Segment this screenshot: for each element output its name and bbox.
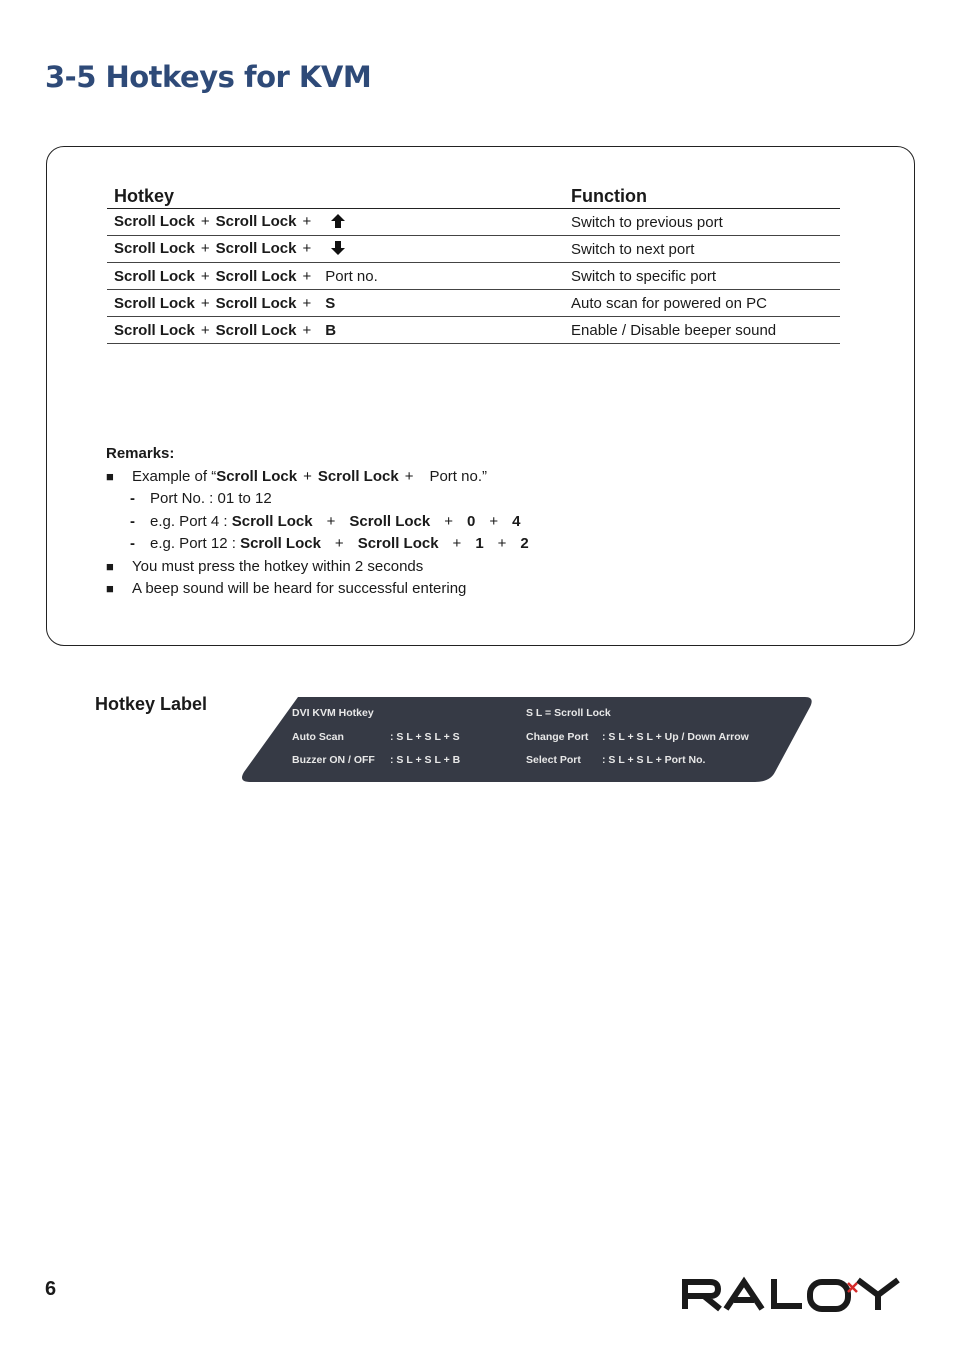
function-cell: Auto scan for powered on PC bbox=[564, 290, 840, 317]
label-right-title: S L = Scroll Lock bbox=[526, 707, 611, 719]
plus-sign: + bbox=[302, 294, 312, 312]
note-text: You must press the hotkey within 2 seconds bbox=[132, 557, 424, 575]
port-range-text: Port No. : 01 to 12 bbox=[150, 490, 272, 507]
remark-example bbox=[106, 466, 529, 489]
key-scroll-lock: Scroll Lock bbox=[349, 512, 431, 530]
hotkey-argument: S bbox=[325, 294, 336, 312]
key-scroll-lock: Scroll Lock bbox=[114, 294, 195, 312]
plus-sign: + bbox=[200, 321, 210, 339]
label-select-port-value: : S L + S L + Port No. bbox=[602, 754, 706, 766]
label-left-title: DVI KVM Hotkey bbox=[292, 707, 374, 719]
remark-example-port12 bbox=[106, 533, 529, 556]
key-scroll-lock: Scroll Lock bbox=[216, 467, 298, 485]
table-row bbox=[107, 209, 840, 236]
plus-sign: + bbox=[452, 535, 462, 552]
function-cell: Enable / Disable beeper sound bbox=[564, 317, 840, 344]
example-suffix: Port no.” bbox=[429, 467, 487, 485]
label-change-port-name: Change Port bbox=[526, 731, 589, 743]
hotkey-argument: Port no. bbox=[325, 267, 378, 285]
plus-sign: + bbox=[200, 212, 210, 230]
square-bullet-icon: ■ bbox=[106, 558, 114, 574]
plus-sign: + bbox=[326, 512, 336, 530]
digit-key: 4 bbox=[512, 512, 521, 530]
label-buzzer-value: : S L + S L + B bbox=[390, 754, 461, 766]
key-scroll-lock: Scroll Lock bbox=[357, 535, 439, 552]
hotkey-cell bbox=[107, 290, 564, 317]
page-title: 3-5 Hotkeys for KVM bbox=[45, 60, 372, 94]
page-number: 6 bbox=[45, 1278, 57, 1300]
remark-note bbox=[106, 578, 529, 601]
key-scroll-lock: Scroll Lock bbox=[114, 212, 195, 230]
key-scroll-lock: Scroll Lock bbox=[215, 239, 297, 257]
example-prefix: Example of “ bbox=[132, 467, 217, 485]
plus-sign: + bbox=[302, 267, 312, 285]
plus-sign: + bbox=[489, 512, 499, 530]
note-text: A beep sound will be heard for successful entering bbox=[132, 580, 467, 597]
square-bullet-icon: ■ bbox=[106, 468, 114, 484]
plus-sign: + bbox=[302, 212, 312, 230]
hotkey-cell bbox=[107, 209, 564, 236]
digit-key: 2 bbox=[520, 535, 529, 552]
plus-sign: + bbox=[334, 535, 344, 552]
example-label: e.g. Port 4 : bbox=[150, 512, 228, 530]
label-buzzer-name: Buzzer ON / OFF bbox=[292, 754, 375, 766]
plus-sign: + bbox=[404, 467, 414, 485]
label-auto-scan-name: Auto Scan bbox=[292, 731, 344, 743]
table-row bbox=[107, 236, 840, 263]
key-scroll-lock: Scroll Lock bbox=[114, 267, 195, 285]
plus-sign: + bbox=[200, 239, 210, 257]
table-row bbox=[107, 290, 840, 317]
digit-key: 1 bbox=[475, 535, 484, 552]
key-scroll-lock: Scroll Lock bbox=[317, 467, 399, 485]
key-scroll-lock: Scroll Lock bbox=[240, 535, 321, 552]
function-cell: Switch to previous port bbox=[564, 209, 840, 236]
function-cell: Switch to next port bbox=[564, 236, 840, 263]
hotkey-column-header: Hotkey bbox=[107, 180, 564, 209]
hotkey-label-sticker bbox=[240, 696, 815, 784]
plus-sign: + bbox=[444, 512, 453, 530]
dash-bullet-icon: - bbox=[130, 490, 135, 507]
table-row bbox=[107, 317, 840, 344]
remark-port-range bbox=[106, 488, 529, 511]
key-scroll-lock: Scroll Lock bbox=[231, 512, 313, 530]
hotkey-argument: B bbox=[325, 321, 337, 339]
hotkey-table bbox=[107, 180, 840, 344]
key-scroll-lock: Scroll Lock bbox=[215, 321, 297, 339]
hotkey-cell bbox=[107, 317, 564, 344]
table-row bbox=[107, 263, 840, 290]
plus-sign: + bbox=[200, 267, 210, 285]
plus-sign: + bbox=[497, 535, 507, 552]
key-scroll-lock: Scroll Lock bbox=[215, 212, 297, 230]
function-column-header: Function bbox=[564, 180, 840, 209]
function-cell: Switch to specific port bbox=[564, 263, 840, 290]
remarks-section bbox=[106, 443, 529, 601]
label-select-port-name: Select Port bbox=[526, 754, 581, 766]
key-scroll-lock: Scroll Lock bbox=[215, 294, 297, 312]
plus-sign: + bbox=[303, 467, 312, 485]
up-arrow-icon bbox=[327, 214, 349, 232]
plus-sign: + bbox=[302, 321, 312, 339]
dash-bullet-icon: - bbox=[130, 535, 135, 552]
plus-sign: + bbox=[200, 294, 210, 312]
label-change-port-value: : S L + S L + Up / Down Arrow bbox=[602, 731, 749, 743]
remarks-title: Remarks: bbox=[106, 445, 175, 462]
remark-example-port4 bbox=[106, 511, 529, 534]
key-scroll-lock: Scroll Lock bbox=[215, 267, 297, 285]
remark-note bbox=[106, 556, 529, 579]
key-scroll-lock: Scroll Lock bbox=[114, 239, 195, 257]
hotkey-label-heading: Hotkey Label bbox=[95, 694, 208, 714]
raloy-logo bbox=[682, 1276, 910, 1312]
key-scroll-lock: Scroll Lock bbox=[114, 321, 195, 339]
hotkey-cell bbox=[107, 236, 564, 263]
dash-bullet-icon: - bbox=[130, 512, 135, 530]
table-header-row bbox=[107, 180, 840, 209]
hotkey-cell bbox=[107, 263, 564, 290]
label-auto-scan-value: : S L + S L + S bbox=[390, 731, 460, 743]
down-arrow-icon bbox=[327, 241, 349, 259]
square-bullet-icon: ■ bbox=[106, 581, 114, 596]
digit-key: 0 bbox=[466, 512, 476, 530]
example-label: e.g. Port 12 : bbox=[150, 535, 236, 552]
plus-sign: + bbox=[302, 239, 312, 257]
